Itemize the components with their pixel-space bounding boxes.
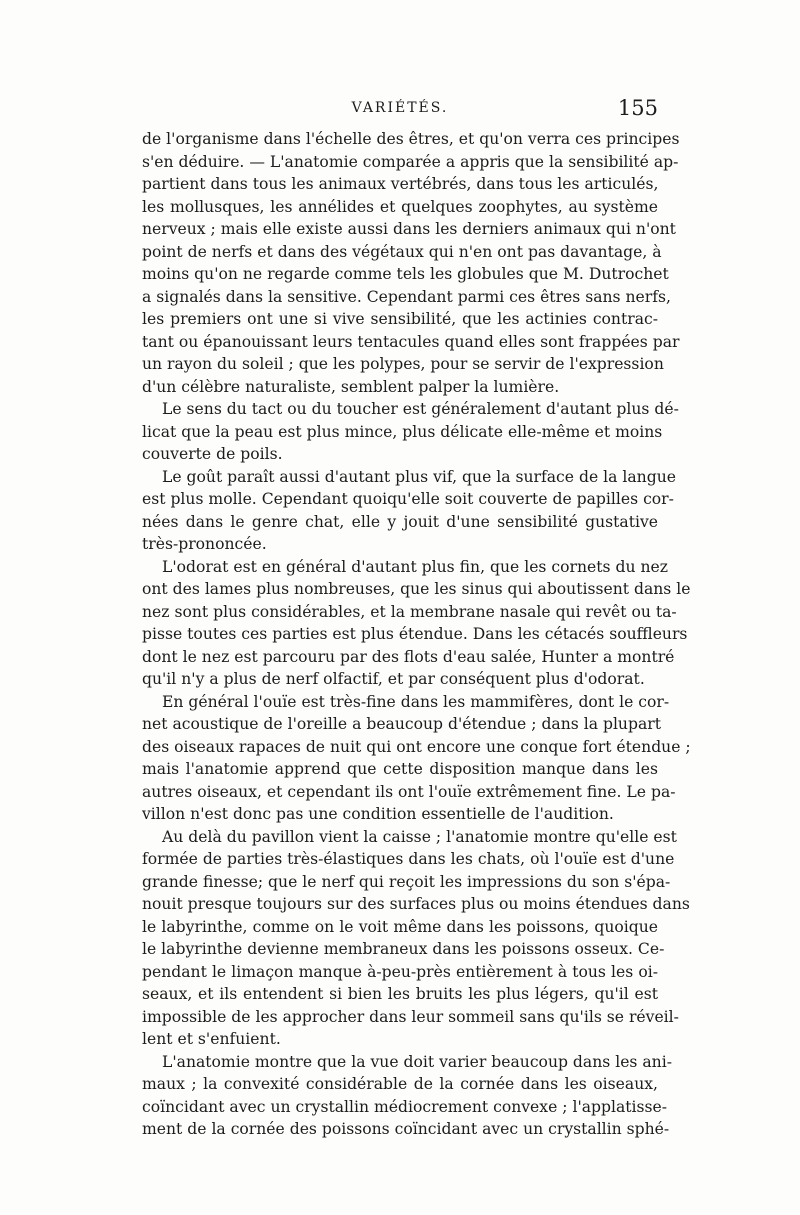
text-line: pisse toutes ces parties est plus étendue. Dans les cétacés souffleurs [142,625,688,643]
text-line: licat que la peau est plus mince, plus délicate elle-même et moins [142,422,663,441]
running-title: VARIÉTÉS. [351,100,449,116]
paragraph [142,128,680,398]
text-line: un rayon du soleil ; que les polypes, pour se servir de l'expression [142,355,664,373]
text-line: moins qu'on ne regarde comme tels les globules que M. Dutrochet [142,265,669,283]
text-line: impossible de les approcher dans leur sommeil sans qu'ils se réveil- [142,1007,679,1026]
paragraph [142,691,691,826]
text-line: pendant le limaçon manque à-peu-près entièrement à tous les oi- [142,962,658,981]
paragraph [142,1051,672,1141]
text-line: s'en déduire. — L'anatomie comparée a appris que la sensibilité ap- [142,152,679,171]
text-line: point de nerfs et dans des végétaux qui n'en ont pas davantage, à [142,242,662,261]
text-line: les mollusques, les annélides et quelques zoophytes, au système [142,197,658,216]
text-line: le labyrinthe devienne membraneux dans les poissons osseux. Ce- [142,940,665,958]
text-line: ont des lames plus nombreuses, que les sinus qui aboutissent dans le [142,580,691,598]
text-line: coïncidant avec un crystallin médiocrement convexe ; l'applatisse- [142,1097,668,1116]
paragraph [142,398,679,466]
text-line: villon n'est donc pas une condition essentielle de l'audition. [142,805,614,823]
text-line: mais l'anatomie apprend que cette disposition manque dans les [142,760,658,778]
page-header [142,96,658,126]
text-line: dont le nez est parcouru par des flots d'eau salée, Hunter a montré [142,647,675,666]
text-line: Le goût paraît aussi d'autant plus vif, que la surface de la langue [162,467,676,486]
text-line: L'anatomie montre que la vue doit varier beaucoup dans les ani- [162,1052,672,1071]
text-line: les premiers ont une si vive sensibilité, que les actinies contrac- [142,310,658,328]
page-number: 155 [617,96,658,120]
text-line: net acoustique de l'oreille a beaucoup d'étendue ; dans la plupart [142,715,661,733]
text-line: Le sens du tact ou du toucher est généralement d'autant plus dé- [162,400,679,418]
paragraph [142,466,676,556]
text-line: En général l'ouïe est très-fine dans les mammifères, dont le cor- [162,692,670,711]
text-line: L'odorat est en général d'autant plus fin, que les cornets du nez [162,557,668,576]
text-line: grande finesse; que le nerf qui reçoit les impressions du son s'épa- [142,872,671,891]
text-line: d'un célèbre naturaliste, semblent palper la lumière. [142,377,560,396]
text-line: partient dans tous les animaux vertébrés, dans tous les articulés, [142,175,659,193]
text-line: tant ou épanouissant leurs tentacules quand elles sont frappées par [142,332,680,351]
text-line: ment de la cornée des poissons coïncidant avec un crystallin sphé- [142,1120,670,1138]
body-text [142,128,691,1141]
text-line: couverte de poils. [142,445,283,463]
text-line: Au delà du pavillon vient la caisse ; l'anatomie montre qu'elle est [162,827,677,846]
text-line: nez sont plus considérables, et la membrane nasale qui revêt ou ta- [142,602,677,621]
text-line: le labyrinthe, comme on le voit même dans les poissons, quoique [142,917,658,936]
text-line: seaux, et ils entendent si bien les bruits les plus légers, qu'il est [142,985,658,1003]
text-line: a signalés dans la sensitive. Cependant parmi ces êtres sans nerfs, [142,287,671,306]
paragraph [142,826,690,1051]
text-line: très-prononcée. [142,535,267,553]
text-line: nouit presque toujours sur des surfaces plus ou moins étendues dans [142,895,690,913]
text-line: de l'organisme dans l'échelle des êtres, et qu'on verra ces principes [142,130,680,148]
text-line: formée de parties très-élastiques dans les chats, où l'ouïe est d'une [142,850,675,868]
text-line: maux ; la convexité considérable de la cornée dans les oiseaux, [142,1075,658,1093]
paragraph [142,556,691,691]
text-line: nées dans le genre chat, elle y jouit d'une sensibilité gustative [142,512,658,531]
text-line: lent et s'enfuient. [142,1030,281,1048]
text-line: nerveux ; mais elle existe aussi dans les derniers animaux qui n'ont [142,220,676,238]
text-line: autres oiseaux, et cependant ils ont l'ouïe extrêmement fine. Le pa- [142,782,676,801]
text-line: qu'il n'y a plus de nerf olfactif, et par conséquent plus d'odorat. [142,670,645,688]
text-line: des oiseaux rapaces de nuit qui ont encore une conque fort étendue ; [142,737,691,756]
text-line: est plus molle. Cependant quoiqu'elle soit couverte de papilles cor- [142,490,674,508]
